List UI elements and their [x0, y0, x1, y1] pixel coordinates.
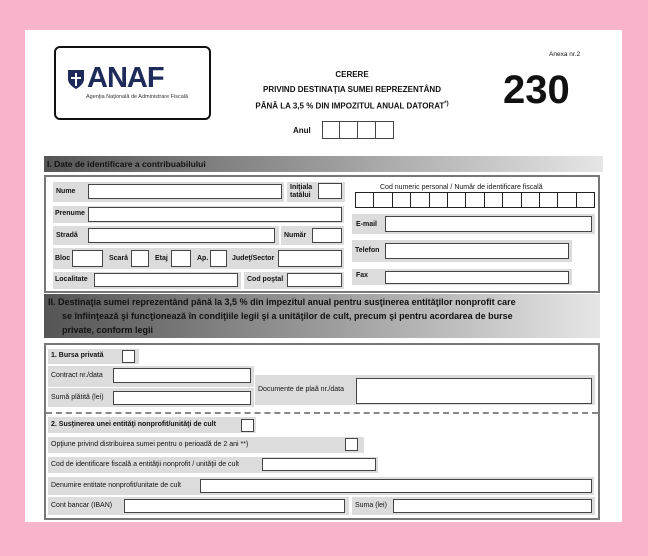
- cnp-digit-box[interactable]: [465, 193, 483, 207]
- cnp-digit-box[interactable]: [447, 193, 465, 207]
- year-label: Anul: [293, 126, 311, 135]
- title: [232, 67, 472, 114]
- title-text: PÂNĂ LA 3,5 % DIN IMPOZITUL ANUAL DATORAT: [255, 101, 445, 111]
- cnp-label: Cod numeric personal / Număr de identificare fiscală: [380, 184, 543, 191]
- localitate-label: Localitate: [55, 276, 88, 283]
- cod-identificare-input[interactable]: [262, 458, 376, 471]
- bursa-checkbox[interactable]: [122, 350, 135, 363]
- bloc-input[interactable]: [72, 250, 103, 267]
- cont-label: Cont bancar (IBAN): [51, 502, 113, 509]
- title-line: [232, 97, 472, 114]
- bursa-label: 1. Bursa privată: [51, 352, 104, 359]
- cnp-digit-box[interactable]: [429, 193, 447, 207]
- initiala-label-line: Iniţiala: [290, 184, 313, 191]
- numar-input[interactable]: [312, 228, 342, 243]
- numar-label: Număr: [284, 232, 307, 239]
- cnp-digit-box[interactable]: [484, 193, 502, 207]
- cnp-digit-box[interactable]: [502, 193, 520, 207]
- documente-input[interactable]: [356, 378, 592, 404]
- section2-title-line: II. Destinaţia sumei reprezentând până la 3,5 % din impezitul anual pentru susţinerea entităţilor nonprofit care: [48, 297, 516, 307]
- cnp-digit-box[interactable]: [373, 193, 391, 207]
- form-number: 230: [503, 68, 570, 112]
- ap-input[interactable]: [210, 250, 227, 267]
- suma-platita-label: Sumă plătită (lei): [51, 394, 104, 401]
- documente-label: Documente de plaă nr./data: [258, 386, 345, 393]
- telefon-input[interactable]: [385, 243, 569, 259]
- section2-title-line: se înfiinţează şi funcţionează în condiţiile legii şi a unităţilor de cult, precum şi pentru acordarea de burse: [62, 311, 513, 321]
- cod-identificare-label: Cod de identificare fiscală a entităţii nonprofit / unităţii de cult: [51, 461, 239, 468]
- ap-label: Ap.: [197, 255, 209, 262]
- bloc-label: Bloc: [55, 255, 71, 262]
- title-line: CERERE: [335, 70, 369, 79]
- footnote-mark: *): [444, 101, 449, 107]
- shield-icon: [66, 68, 86, 90]
- cod-postal-input[interactable]: [287, 273, 342, 287]
- contract-label: Contract nr./data: [51, 372, 103, 379]
- initiala-label: [290, 184, 312, 200]
- prenume-input[interactable]: [88, 207, 342, 222]
- denumire-input[interactable]: [200, 479, 592, 493]
- cnp-input[interactable]: [355, 192, 595, 208]
- suma-label: Suma (lei): [355, 502, 387, 509]
- cnp-digit-box[interactable]: [539, 193, 557, 207]
- dashed-divider: [46, 412, 598, 414]
- logo-subtitle: Agenţia Naţională de Administrare Fiscală: [86, 94, 189, 100]
- localitate-input[interactable]: [94, 273, 238, 287]
- cont-input[interactable]: [124, 499, 345, 513]
- title-line: PRIVIND DESTINAŢIA SUMEI REPREZENTÂND: [263, 85, 441, 94]
- fax-label: Fax: [356, 272, 369, 279]
- year-input[interactable]: [322, 121, 394, 139]
- strada-label: Stradă: [56, 232, 78, 239]
- optiune-checkbox[interactable]: [345, 438, 358, 451]
- year-digit-box[interactable]: [340, 121, 358, 139]
- cnp-digit-box[interactable]: [521, 193, 539, 207]
- sustinere-checkbox[interactable]: [241, 419, 254, 432]
- logo-text: ANAF: [87, 62, 164, 94]
- scara-label: Scară: [109, 255, 129, 262]
- fax-input[interactable]: [385, 271, 569, 284]
- prenume-label: Prenume: [55, 210, 85, 217]
- initiala-input[interactable]: [318, 183, 342, 199]
- cod-postal-label: Cod poştal: [247, 276, 284, 283]
- annex-label: Anexa nr.2: [549, 51, 581, 58]
- nume-label: Nume: [56, 188, 76, 195]
- strada-input[interactable]: [88, 228, 275, 243]
- suma-input[interactable]: [393, 499, 592, 513]
- etaj-input[interactable]: [171, 250, 191, 267]
- initiala-label-line: tatălui: [290, 192, 311, 199]
- cnp-digit-box[interactable]: [576, 193, 594, 207]
- nume-input[interactable]: [88, 184, 282, 199]
- year-digit-box[interactable]: [358, 121, 376, 139]
- telefon-label: Telefon: [355, 247, 380, 254]
- etaj-label: Etaj: [155, 255, 168, 262]
- email-input[interactable]: [385, 216, 592, 232]
- scara-input[interactable]: [131, 250, 149, 267]
- cnp-digit-box[interactable]: [410, 193, 428, 207]
- judet-input[interactable]: [278, 250, 342, 267]
- section2-title-line: private, conform legii: [62, 325, 154, 335]
- section2-header: [44, 294, 600, 338]
- contract-input[interactable]: [113, 368, 251, 383]
- anaf-logo: [54, 46, 211, 120]
- cnp-digit-box[interactable]: [392, 193, 410, 207]
- judet-label: Judeţ/Sector: [232, 255, 275, 262]
- email-label: E-mail: [356, 221, 378, 228]
- optiune-label: Opţiune privind distribuirea sumei pentru o perioadă de 2 ani **): [51, 441, 249, 448]
- suma-platita-input[interactable]: [113, 391, 251, 405]
- denumire-label: Denumire entitate nonprofit/unitate de cult: [51, 482, 181, 489]
- cnp-digit-box[interactable]: [557, 193, 575, 207]
- section1-header: I. Date de identificare a contribuabilului: [44, 156, 603, 172]
- cnp-digit-box[interactable]: [356, 193, 373, 207]
- year-digit-box[interactable]: [376, 121, 394, 139]
- year-digit-box[interactable]: [322, 121, 340, 139]
- sustinere-label: 2. Susţinerea unei entităţi nonprofit/unităţi de cult: [51, 421, 216, 428]
